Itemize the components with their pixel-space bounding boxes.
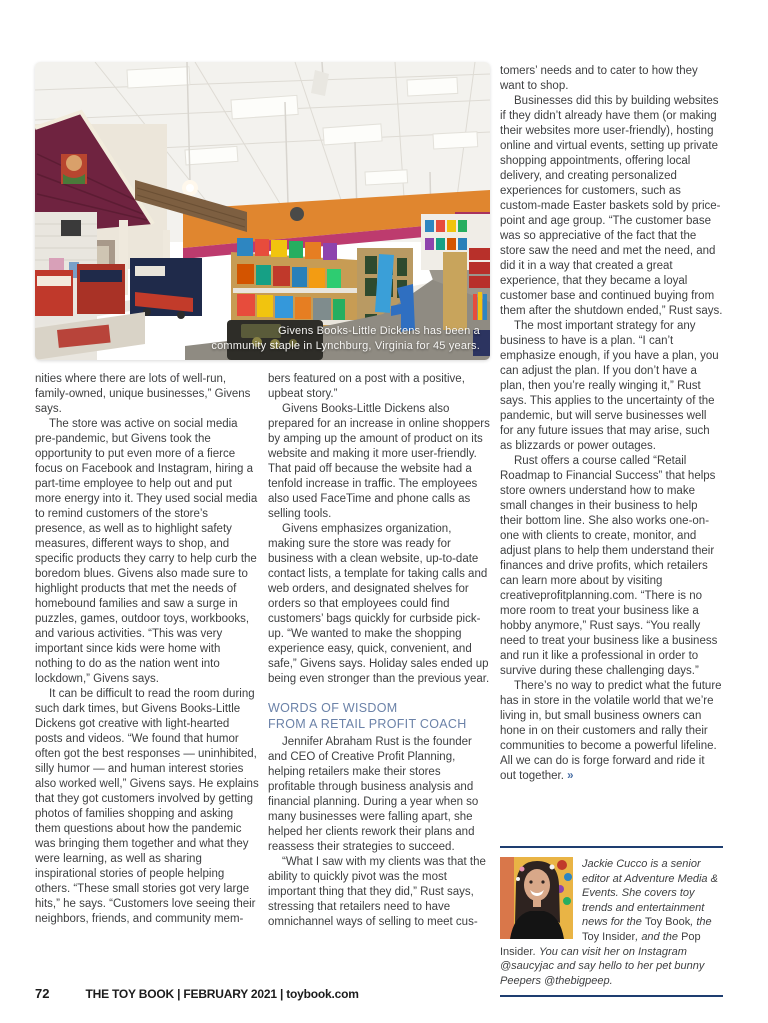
paragraph: Givens Books-Little Dickens also prepared for an increase in online shoppers by amping up the amount of product on its website and making it more user-friendly. That paid off because the website had a tenfold increase in traffic. The employees also used FaceTime and phone calls as selling tools. [268, 403, 490, 520]
author-bio [500, 857, 723, 988]
end-mark-icon: » [567, 770, 574, 782]
paragraph: Businesses did this by building websites if they didn’t already have them (or making their websites more user-friendly), hosting online and virtual events, setting up private shopping appointments, offering local delivery, and creating personalized experiences for customers, such as custom-made Easter baskets sold by price-point and age group. “The customer base was so appreciative of the fact that the store saw the need and met the need, and did it in a way that created a great experience, that they became a loyal customer base and continued buying from them after the shutdown ended,” Rust says. [500, 95, 723, 317]
paragraph: “What I saw with my clients was that the ability to quickly pivot was the most important thing that they did,” Rust says, stressing that retailers need to have omnichannel ways of selling to meet cus- [268, 856, 486, 928]
section-heading-line2: FROM A RETAIL PROFIT COACH [268, 717, 467, 731]
author-photo-illustration [500, 857, 573, 939]
photo-caption [211, 324, 480, 353]
paragraph: The most important strategy for any business to have is a plan. “I can’t emphasize enough, if you have a plan, you can adjust the plan. If you don’t have a plan, then you’re really winging it,” Rust says. This applies to the uncertainty of the pandemic, but will serve businesses well for any future issues that may arise, such as blizzards or power outages. [500, 320, 719, 452]
paragraph: Jennifer Abraham Rust is the founder and CEO of Creative Profit Planning, helping retailers make their stores profitable through business analysis and financial planning. During a year when so many businesses were falling apart, she helped her clients rework their plans and reassess their strategies to succeed. [268, 736, 479, 853]
page-footer [35, 986, 735, 1001]
bio-segment: , and the [635, 930, 682, 943]
author-photo [500, 857, 573, 939]
bio-segment: Jackie Cucco is a senior editor at Adventure Media & Events. She covers toy trends and entertainment news for the [582, 858, 718, 929]
author-bio-block [500, 846, 723, 997]
paragraph: Givens emphasizes organization, making sure the store was ready for business with a clean website, up-to-date contact lists, a template for taking calls and web orders, and designated shelves for orders so that employees could find customers’ bags quickly for curbside pick-up. “We wanted to make the shopping experience easy, quick, convenient, and safe,” Givens says. Holiday sales ended up being even stronger than the previous year. [268, 523, 490, 685]
bio-publication: Toy Book [644, 916, 691, 929]
paragraph-text: There’s no way to predict what the future has in store in the volatile world that we’re living in, but small business owners can hone in on their customers and rally their communities to become a powerful lifeline. All we can do is forge forward and ride it out together. [500, 680, 722, 782]
store-photo-illustration [35, 62, 490, 360]
paragraph: bers featured on a post with a positive, upbeat story.” [268, 373, 465, 400]
paragraph: tomers’ needs and to cater to how they want to shop. [500, 65, 698, 92]
page-number: 72 [35, 986, 50, 1001]
store-photo [35, 62, 490, 360]
bio-publication: Toy Insider [582, 930, 636, 943]
bio-publication: Pop Insider [500, 930, 701, 958]
paragraph: It can be difficult to read the room during such dark times, but Givens Books-Little Dickens got creative with light-hearted posts and videos. “We found that humor often got the best responses — uninhibited, silly humor — and human interest stories also worked well,” Givens says. He explains that they got customers involved by getting photos of families shopping and asking them questions about how the pandemic was bringing them together and what they were learning, as well as sharing inspirational stories of people helping others. “These small stories got very large hits,” he says. “Customers love seeing their neighbors, friends, and community mem- [35, 688, 259, 925]
paragraph [500, 679, 723, 784]
column-3 [500, 64, 723, 997]
photo-caption-line1: Givens Books-Little Dickens has been a [277, 325, 480, 337]
photo-caption-line2: community staple in Lynchburg, Virginia for 45 years. [211, 339, 480, 352]
bio-divider-top [500, 846, 723, 848]
bio-segment: . You can visit her on Instagram @saucyjac and say hello to her pet bunny Peepers @thebigpeep. [500, 945, 705, 987]
column-1 [35, 372, 259, 927]
bio-segment: , the [690, 916, 712, 929]
paragraph: The store was active on social media pre-pandemic, but Givens took the opportunity to put even more of a fierce focus on Facebook and Instagram, hiring a part-time employee to help out and put more energy into it. They used social media to remind customers of the store’s presence, as well as to highlight safety measures, different ways to shop, and specific products they carry to help curb the boredom blues. Givens also made sure to highlight products that met the needs of homebound families and saw a surge in puzzles, games, outdoor toys, workbooks, and various activities. “This was very important since kids were home with nothing to do as the nation went into lockdown,” Givens says. [35, 418, 258, 685]
column-3-body [500, 64, 723, 842]
column-2 [268, 372, 491, 930]
section-heading-line1: WORDS OF WISDOM [268, 701, 398, 715]
section-heading [268, 700, 491, 732]
paragraph: Rust offers a course called “Retail Roadmap to Financial Success” that helps store owners understand how to make small changes in their business to help their bottom line. She also works one-on-one with clients to create, monitor, and adjust plans to help them understand their finances and drive profits, which retailers can learn more about by visiting creativeprofitplanning.com. “There is no more room to treat your business like a hobby anymore,” Rust says. “You really need to treat your business like a business and run it like a professional in order to survive during these challenging days.” [500, 455, 718, 677]
footer-text: THE TOY BOOK | FEBRUARY 2021 | toybook.com [85, 987, 359, 1001]
paragraph: nities where there are lots of well-run, family-owned, unique businesses,” Givens says. [35, 373, 251, 415]
